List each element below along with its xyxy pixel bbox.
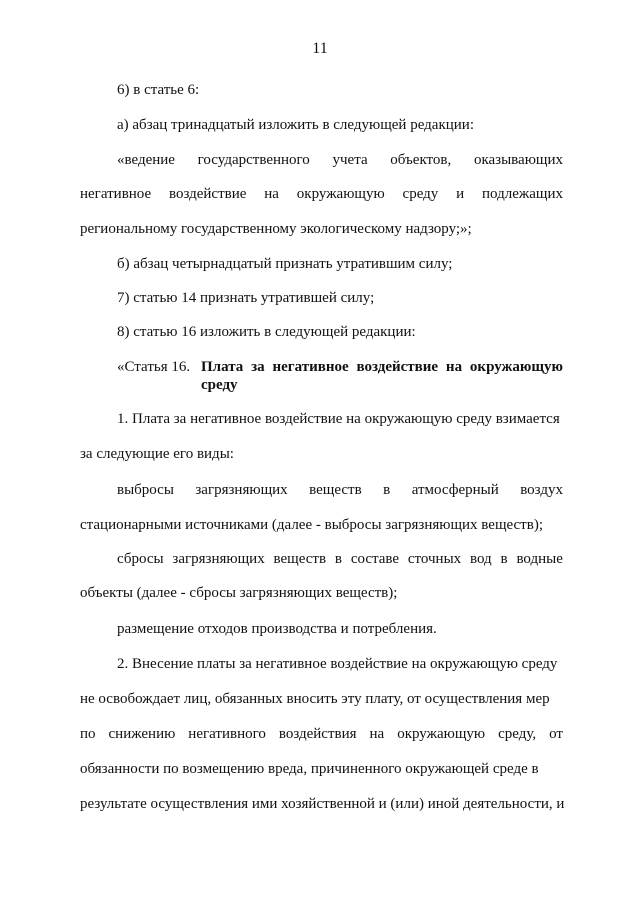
- list-item-8: 8) статью 16 изложить в следующей редакции:: [117, 324, 416, 340]
- list-item-6: 6) в статье 6:: [117, 82, 200, 98]
- page-number: 11: [312, 40, 328, 57]
- article-title: Плата за негативное воздействие на окружающую среду: [201, 359, 563, 393]
- word: воздух: [520, 482, 563, 498]
- word: водные: [516, 551, 563, 567]
- word: воздействие: [168, 186, 247, 202]
- clause-2-line-5: результате осуществления ими хозяйственной и (или) иной деятельности, и: [80, 796, 565, 812]
- word: по: [80, 726, 96, 742]
- word: оказывающих: [473, 152, 563, 168]
- clause-1-line-1: 1. Плата за негативное воздействие на окружающую среду взимается: [117, 411, 560, 427]
- discharges-line-1: [117, 550, 563, 568]
- word: негативное: [80, 186, 152, 202]
- word: окружающую: [296, 186, 385, 202]
- word: сточных: [407, 551, 462, 567]
- word: воздействия: [278, 726, 357, 742]
- word: в: [500, 551, 508, 567]
- word: на: [369, 726, 385, 742]
- word: от: [549, 726, 563, 742]
- word: в: [383, 482, 391, 498]
- quote-line-2: [80, 185, 563, 203]
- word: выбросы: [117, 482, 174, 498]
- waste-line: размещение отходов производства и потребления.: [117, 621, 437, 637]
- word: загрязняющих: [172, 551, 265, 567]
- subitem-a: а) абзац тринадцатый изложить в следующей редакции:: [117, 117, 474, 133]
- quote-line-3: региональному государственному экологическому надзору;»;: [80, 221, 472, 237]
- word: сбросы: [117, 551, 164, 567]
- word: среду: [402, 186, 439, 202]
- word: окружающую: [397, 726, 486, 742]
- quote-line-1: [117, 151, 563, 169]
- word: «ведение: [117, 152, 175, 168]
- list-item-7: 7) статью 14 признать утратившей силу;: [117, 290, 375, 306]
- word: веществ: [273, 551, 327, 567]
- word: и: [456, 186, 465, 202]
- word: загрязняющих: [195, 482, 288, 498]
- word: подлежащих: [482, 186, 563, 202]
- word: в: [334, 551, 342, 567]
- clause-2-line-1: 2. Внесение платы за негативное воздействие на окружающую среду: [117, 656, 558, 672]
- clause-1-line-2: за следующие его виды:: [80, 446, 234, 462]
- word: государственного: [197, 152, 310, 168]
- discharges-line-2: объекты (далее - сбросы загрязняющих веществ);: [80, 585, 398, 601]
- word: учета: [332, 152, 368, 168]
- word: среду,: [498, 726, 537, 742]
- emissions-line-1: [117, 481, 563, 499]
- word: вод: [470, 551, 492, 567]
- emissions-line-2: стационарными источниками (далее - выбросы загрязняющих веществ);: [80, 517, 543, 533]
- word: веществ: [309, 482, 362, 498]
- clause-2-line-4: обязанности по возмещению вреда, причиненного окружающей среде в: [80, 761, 539, 777]
- clause-2-line-3: [80, 725, 563, 743]
- word: негативного: [188, 726, 266, 742]
- word: объектов,: [390, 152, 452, 168]
- clause-2-line-2: не освобождает лиц, обязанных вносить эту плату, от осуществления мер: [80, 691, 550, 707]
- word: на: [264, 186, 279, 202]
- subitem-b: б) абзац четырнадцатый признать утратившим силу;: [117, 256, 453, 272]
- word: составе: [350, 551, 400, 567]
- word: снижению: [108, 726, 176, 742]
- article-number: «Статья 16.: [117, 359, 191, 375]
- word: атмосферный: [411, 482, 499, 498]
